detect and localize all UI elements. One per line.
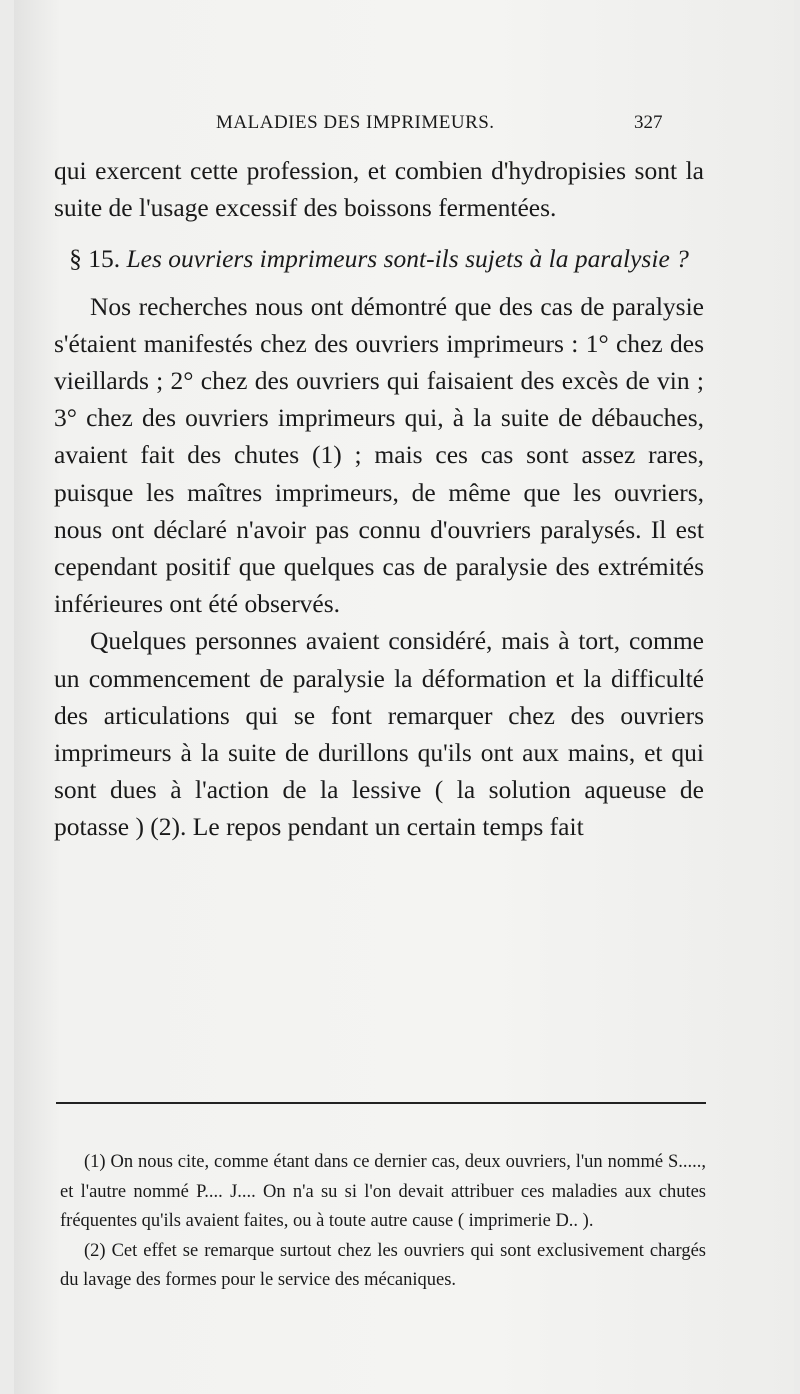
paragraph-continuation: qui exercent cette profession, et combien d'hydropisies sont la suite de l'usage excessif des boissons fermentées.: [54, 156, 704, 223]
paragraph-paralysis-cases: Nos recherches nous ont démontré que des cas de paralysie s'étaient manifestés chez des ouvriers imprimeurs : 1° chez des vieillards ; 2° chez des ouvriers qui faisaient des excès de vin ; 3° chez des ouvriers imprimeurs qui, à la suite de débauches, avaient fait des chutes (1) ; mais ces cas sont assez rares, puisque les maîtres imprimeurs, de même que les ouvriers, nous ont déclaré n'avoir pas connu d'ouvriers paralysés. Il est cependant positif que quelques cas de paralysie des extrémités inférieures ont été observés.: [54, 291, 704, 619]
book-page: [14, 0, 794, 1394]
page-header: [14, 112, 794, 144]
section-title: Les ouvriers imprimeurs sont-ils sujets à la paralysie ?: [126, 244, 689, 274]
footnote-rule: [56, 1102, 706, 1104]
section-number: § 15.: [69, 244, 121, 274]
running-title: MALADIES DES IMPRIMEURS.: [216, 112, 495, 133]
footnote-1: (1) On nous cite, comme étant dans ce dernier cas, deux ouvriers, l'un nommé S....., et l'autre nommé P.... J.... On n'a su si l'on devait attribuer ces maladies aux chutes fréquentes qu'ils avaient faites, ou à toute autre cause ( imprimerie D.. ).: [60, 1152, 706, 1231]
main-text: [54, 152, 704, 846]
section-heading: [54, 240, 704, 277]
page-number: 327: [634, 112, 663, 133]
footnote-2: (2) Cet effet se remarque surtout chez les ouvriers qui sont exclusivement chargés du lavage des formes pour le service des mécaniques.: [60, 1240, 706, 1290]
footnotes: [60, 1148, 706, 1296]
paragraph-deformation: Quelques personnes avaient considéré, mais à tort, comme un commencement de paralysie la déformation et la difficulté des articulations qui se font remarquer chez des ouvriers imprimeurs à la suite de durillons qu'ils ont aux mains, et qui sont dues à l'action de la lessive ( la solution aqueuse de potasse ) (2). Le repos pendant un certain temps fait: [54, 626, 704, 842]
